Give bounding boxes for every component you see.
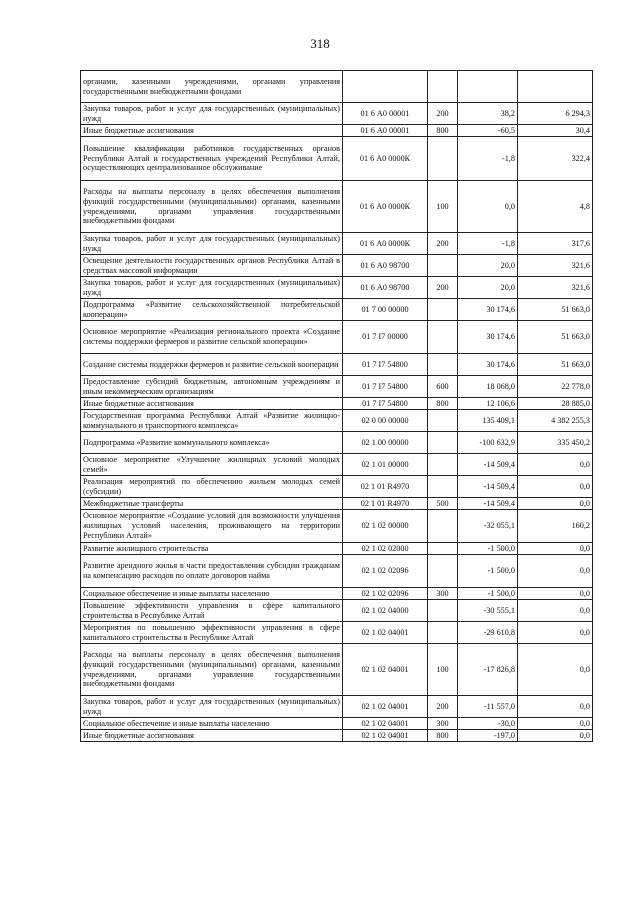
expense-name-cell: Закупка товаров, работ и услуг для государственных (муниципальных) нужд (81, 277, 343, 299)
amount-change-cell: -30,0 (458, 718, 518, 730)
target-code-cell: 01 6 А0 0000К (343, 181, 428, 233)
target-code-cell: 02 1 02 04001 (343, 718, 428, 730)
expense-type-cell: 100 (428, 181, 458, 233)
table-row (81, 277, 593, 299)
target-code-cell: 01 7 00 00000 (343, 299, 428, 321)
expense-type-cell: 200 (428, 103, 458, 125)
amount-total-cell: 51 663,0 (518, 354, 593, 376)
expense-type-cell (428, 454, 458, 476)
amount-change-cell: 30 174,6 (458, 354, 518, 376)
expense-type-cell (428, 354, 458, 376)
expense-name-cell: Подпрограмма «Развитие коммунального комплекса» (81, 432, 343, 454)
amount-total-cell: 0,0 (518, 718, 593, 730)
amount-total-cell: 0,0 (518, 600, 593, 622)
expense-name-cell: Социальное обеспечение и иные выплаты населению (81, 588, 343, 600)
expense-name-cell: Предоставление субсидий бюджетным, автономным учреждениям и иным некоммерческим организациям (81, 376, 343, 398)
target-code-cell: 02 1 02 00000 (343, 510, 428, 543)
amount-total-cell: 317,6 (518, 233, 593, 255)
expense-type-cell (428, 410, 458, 432)
table-row (81, 498, 593, 510)
expense-type-cell (428, 71, 458, 103)
amount-total-cell (518, 71, 593, 103)
table-row (81, 588, 593, 600)
table-row (81, 622, 593, 644)
expense-name-cell: Закупка товаров, работ и услуг для государственных (муниципальных) нужд (81, 103, 343, 125)
expense-name-cell: Социальное обеспечение и иные выплаты населению (81, 718, 343, 730)
table-row (81, 233, 593, 255)
amount-change-cell: -1,8 (458, 233, 518, 255)
amount-total-cell: 0,0 (518, 588, 593, 600)
page-number: 318 (310, 36, 330, 51)
table-row (81, 555, 593, 588)
amount-change-cell: 18 068,0 (458, 376, 518, 398)
table-row (81, 696, 593, 718)
expense-name-cell: Иные бюджетные ассигнования (81, 730, 343, 742)
table-row (81, 255, 593, 277)
expense-name-cell: Межбюджетные трансферты (81, 498, 343, 510)
expense-type-cell: 200 (428, 277, 458, 299)
amount-change-cell: -1,8 (458, 137, 518, 181)
amount-change-cell: -30 555,1 (458, 600, 518, 622)
table-row (81, 730, 593, 742)
amount-total-cell: 4,8 (518, 181, 593, 233)
expense-type-cell: 200 (428, 233, 458, 255)
table-row (81, 321, 593, 354)
expense-type-cell (428, 622, 458, 644)
amount-total-cell: 0,0 (518, 476, 593, 498)
amount-total-cell: 0,0 (518, 696, 593, 718)
amount-total-cell: 0,0 (518, 730, 593, 742)
target-code-cell: 01 6 А0 98700 (343, 277, 428, 299)
table-row (81, 644, 593, 696)
amount-change-cell: -197,0 (458, 730, 518, 742)
table-row (81, 398, 593, 410)
expense-name-cell: Повышение эффективности управления в сфере капитального строительства в Республике Алтай (81, 600, 343, 622)
table-row (81, 600, 593, 622)
expense-type-cell: 500 (428, 498, 458, 510)
budget-table (80, 70, 593, 742)
expense-type-cell (428, 321, 458, 354)
target-code-cell: 02 1 02 02096 (343, 555, 428, 588)
target-code-cell: 02 0 00 00000 (343, 410, 428, 432)
table-row (81, 510, 593, 543)
amount-change-cell: -14 509,4 (458, 454, 518, 476)
target-code-cell: 02 1 01 R4970 (343, 498, 428, 510)
table-row (81, 718, 593, 730)
amount-total-cell: 0,0 (518, 644, 593, 696)
expense-type-cell (428, 137, 458, 181)
expense-type-cell: 300 (428, 718, 458, 730)
expense-name-cell: Иные бюджетные ассигнования (81, 125, 343, 137)
expense-type-cell: 800 (428, 125, 458, 137)
expense-type-cell (428, 555, 458, 588)
expense-type-cell (428, 510, 458, 543)
expense-type-cell: 600 (428, 376, 458, 398)
amount-total-cell: 321,6 (518, 255, 593, 277)
expense-name-cell: Основное мероприятие «Улучшение жилищных условий молодых семей» (81, 454, 343, 476)
table-row (81, 354, 593, 376)
target-code-cell: 02 1 02 02096 (343, 588, 428, 600)
amount-change-cell: -1 500,0 (458, 588, 518, 600)
target-code-cell: 01 6 А0 00001 (343, 103, 428, 125)
amount-total-cell: 51 663,0 (518, 299, 593, 321)
amount-change-cell: -11 557,0 (458, 696, 518, 718)
expense-name-cell: Иные бюджетные ассигнования (81, 398, 343, 410)
expense-type-cell: 800 (428, 730, 458, 742)
expense-type-cell (428, 476, 458, 498)
amount-total-cell: 0,0 (518, 622, 593, 644)
expense-type-cell: 800 (428, 398, 458, 410)
expense-name-cell: Расходы на выплаты персоналу в целях обеспечения выполнения функций государственными (муниципальными) органами, казенными учреждениями, органами управления государственными внебюджетными фондами (81, 181, 343, 233)
amount-change-cell: -17 826,8 (458, 644, 518, 696)
amount-total-cell: 335 450,2 (518, 432, 593, 454)
expense-type-cell: 100 (428, 644, 458, 696)
target-code-cell: 02 1 02 04000 (343, 600, 428, 622)
expense-type-cell (428, 299, 458, 321)
target-code-cell: 01 6 А0 0000К (343, 137, 428, 181)
amount-total-cell: 321,6 (518, 277, 593, 299)
amount-change-cell: 30 174,6 (458, 299, 518, 321)
target-code-cell: 02 1 02 04001 (343, 622, 428, 644)
amount-change-cell: 135 409,1 (458, 410, 518, 432)
table-row (81, 432, 593, 454)
expense-name-cell: Реализация мероприятий по обеспечению жильем молодых семей (субсидии) (81, 476, 343, 498)
target-code-cell: 01 6 А0 98700 (343, 255, 428, 277)
amount-total-cell: 0,0 (518, 454, 593, 476)
table-row (81, 103, 593, 125)
budget-table-body (81, 71, 593, 742)
amount-total-cell: 30,4 (518, 125, 593, 137)
expense-name-cell: Подпрограмма «Развитие сельскохозяйственной потребительской кооперации» (81, 299, 343, 321)
amount-change-cell: 20,0 (458, 255, 518, 277)
amount-change-cell: -14 509,4 (458, 498, 518, 510)
table-row (81, 454, 593, 476)
expense-type-cell: 200 (428, 696, 458, 718)
expense-name-cell: Основное мероприятие «Реализация регионального проекта «Создание системы поддержки фермеров и развитие сельской кооперации» (81, 321, 343, 354)
amount-change-cell: -32 055,1 (458, 510, 518, 543)
table-row (81, 181, 593, 233)
expense-name-cell: Закупка товаров, работ и услуг для государственных (муниципальных) нужд (81, 696, 343, 718)
expense-type-cell (428, 600, 458, 622)
amount-total-cell: 28 885,0 (518, 398, 593, 410)
expense-name-cell: Закупка товаров, работ и услуг для государственных (муниципальных) нужд (81, 233, 343, 255)
expense-name-cell: Основное мероприятие «Создание условий для возможности улучшения жилищных условий населения, проживающего на территории Республики Алтай» (81, 510, 343, 543)
amount-change-cell: 12 106,6 (458, 398, 518, 410)
target-code-cell: 02 1 02 04001 (343, 696, 428, 718)
amount-change-cell: 38,2 (458, 103, 518, 125)
table-row (81, 125, 593, 137)
target-code-cell: 02 1 00 00000 (343, 432, 428, 454)
expense-type-cell (428, 543, 458, 555)
amount-total-cell: 6 294,3 (518, 103, 593, 125)
target-code-cell: 02 1 01 R4970 (343, 476, 428, 498)
amount-change-cell: -1 500,0 (458, 555, 518, 588)
amount-change-cell: -29 610,8 (458, 622, 518, 644)
expense-name-cell: Расходы на выплаты персоналу в целях обеспечения выполнения функций государственными (муниципальными) органами, казенными учреждениями, органами управления государственными внебюджетными фондами (81, 644, 343, 696)
target-code-cell: 02 1 01 00000 (343, 454, 428, 476)
table-row (81, 137, 593, 181)
target-code-cell: 01 6 А0 00001 (343, 125, 428, 137)
amount-total-cell: 322,4 (518, 137, 593, 181)
expense-type-cell: 300 (428, 588, 458, 600)
table-row (81, 543, 593, 555)
target-code-cell: 01 7 I7 00000 (343, 321, 428, 354)
table-row (81, 410, 593, 432)
target-code-cell: 02 1 02 04001 (343, 730, 428, 742)
target-code-cell (343, 71, 428, 103)
expense-name-cell: Развитие арендного жилья в части предоставления субсидии гражданам на компенсацию расходов по оплате договоров найма (81, 555, 343, 588)
amount-total-cell: 4 382 255,3 (518, 410, 593, 432)
amount-change-cell: -100 632,9 (458, 432, 518, 454)
expense-name-cell: Развитие жилищного строительства (81, 543, 343, 555)
expense-name-cell: органами, казенными учреждениями, органами управления государственными внебюджетными фондами (81, 71, 343, 103)
expense-name-cell: Освещение деятельности государственных органов Республики Алтай в средствах массовой информации (81, 255, 343, 277)
amount-change-cell: -60,5 (458, 125, 518, 137)
table-row (81, 476, 593, 498)
amount-total-cell: 0,0 (518, 555, 593, 588)
expense-type-cell (428, 255, 458, 277)
amount-change-cell: 0,0 (458, 181, 518, 233)
amount-change-cell: 20,0 (458, 277, 518, 299)
expense-name-cell: Повышение квалификации работников государственных органов Республики Алтай и государственных учреждений Республики Алтай, осуществляющих централизованное обслуживание (81, 137, 343, 181)
target-code-cell: 02 1 02 02000 (343, 543, 428, 555)
amount-total-cell: 51 663,0 (518, 321, 593, 354)
amount-change-cell (458, 71, 518, 103)
target-code-cell: 01 7 I7 54800 (343, 354, 428, 376)
expense-type-cell (428, 432, 458, 454)
expense-name-cell: Создание системы поддержки фермеров и развитие сельской кооперации (81, 354, 343, 376)
target-code-cell: 01 7 I7 54800 (343, 398, 428, 410)
amount-total-cell: 0,0 (518, 498, 593, 510)
amount-total-cell: 160,2 (518, 510, 593, 543)
amount-change-cell: -1 500,0 (458, 543, 518, 555)
amount-change-cell: 30 174,6 (458, 321, 518, 354)
amount-change-cell: -14 509,4 (458, 476, 518, 498)
expense-name-cell: Государственная программа Республики Алтай «Развитие жилищно-коммунального и транспортного комплекса» (81, 410, 343, 432)
amount-total-cell: 22 778,0 (518, 376, 593, 398)
target-code-cell: 02 1 02 04001 (343, 644, 428, 696)
table-row (81, 71, 593, 103)
amount-total-cell: 0,0 (518, 543, 593, 555)
expense-name-cell: Мероприятия по повышению эффективности управления в сфере капитального строительства в Республике Алтай (81, 622, 343, 644)
target-code-cell: 01 7 I7 54800 (343, 376, 428, 398)
target-code-cell: 01 6 А0 0000К (343, 233, 428, 255)
table-row (81, 376, 593, 398)
table-row (81, 299, 593, 321)
